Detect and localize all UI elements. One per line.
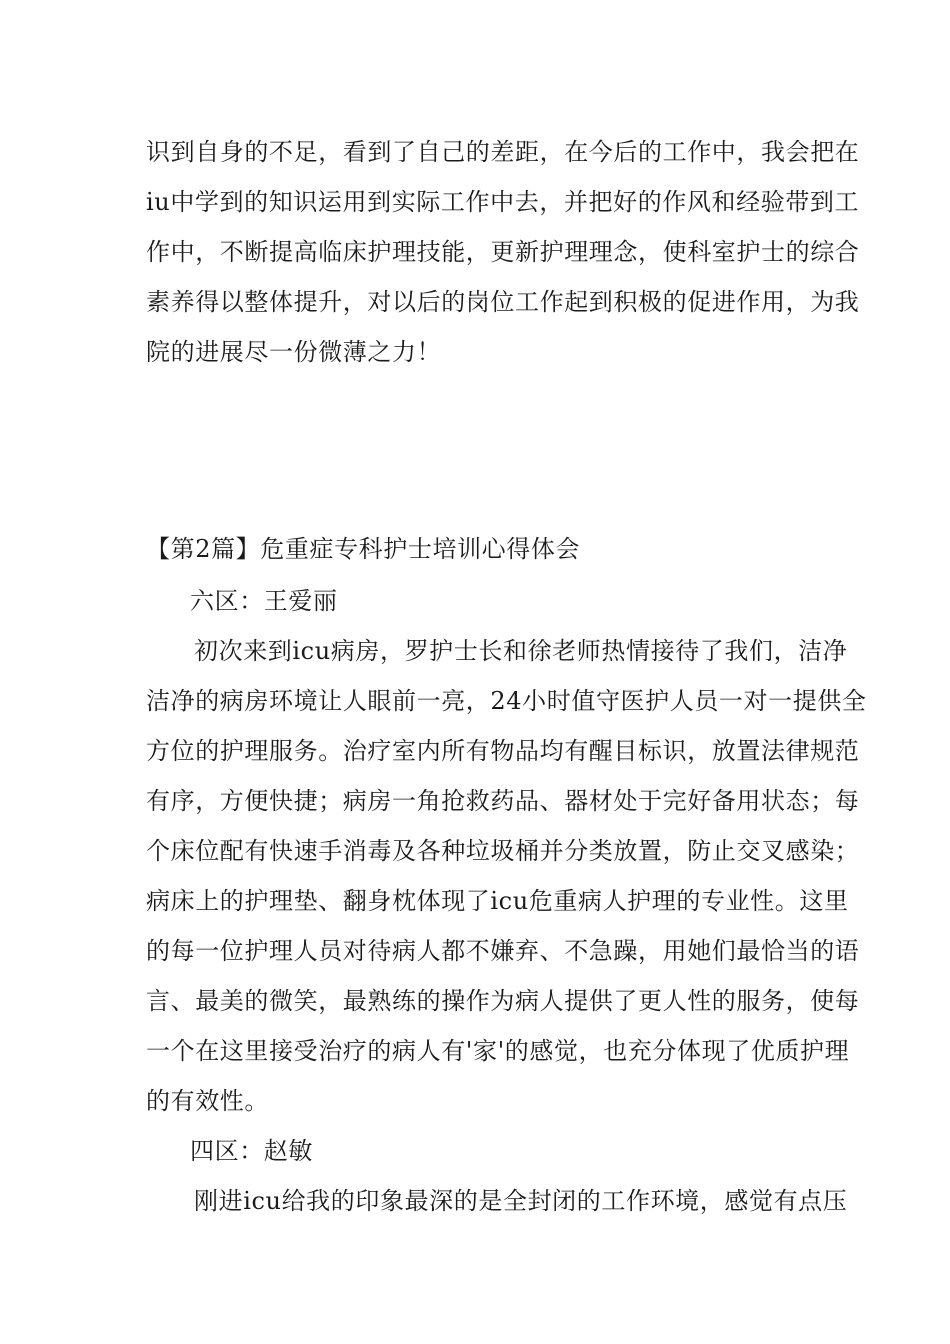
paragraph-line: 一个在这里接受治疗的病人有'家'的感觉，也充分体现了优质护理 <box>146 1037 850 1065</box>
section-title: 【第2篇】危重症专科护士培训心得体会 <box>146 535 581 563</box>
paragraph-line: 个床位配有快速手消毒及各种垃圾桶并分类放置，防止交叉感染； <box>146 837 860 865</box>
paragraph-line: 的每一位护理人员对待病人都不嫌弃、不急躁，用她们最恰当的语 <box>146 937 860 965</box>
paragraph-line: 言、最美的微笑，最熟练的操作为病人提供了更人性的服务，使每 <box>146 987 860 1015</box>
paragraph-line: 作中，不断提高临床护理技能，更新护理理念，使科室护士的综合 <box>146 238 860 266</box>
paragraph-line: 方位的护理服务。治疗室内所有物品均有醒目标识，放置法律规范 <box>146 737 860 765</box>
paragraph-line: 有序，方便快捷；病房一角抢救药品、器材处于完好备用状态；每 <box>146 787 860 815</box>
paragraph-line: 病床上的护理垫、翻身枕体现了icu危重病人护理的专业性。这里 <box>146 887 849 915</box>
paragraph-line: 素养得以整体提升，对以后的岗位工作起到积极的促进作用，为我 <box>146 288 860 316</box>
paragraph-line: 洁净的病房环境让人眼前一亮，24小时值守医护人员一对一提供全 <box>146 687 867 715</box>
paragraph-line: 院的进展尽一份微薄之力！ <box>146 338 442 366</box>
author-label: 六区：王爱丽 <box>190 587 338 615</box>
paragraph-line: 刚进icu给我的印象最深的是全封闭的工作环境，感觉有点压 <box>194 1187 848 1215</box>
paragraph-line: 识到自身的不足，看到了自己的差距，在今后的工作中，我会把在 <box>146 138 860 166</box>
paragraph-line: iu中学到的知识运用到实际工作中去，并把好的作风和经验带到工 <box>146 188 860 216</box>
paragraph-line: 的有效性。 <box>146 1087 269 1115</box>
paragraph-line: 初次来到icu病房，罗护士长和徐老师热情接待了我们，洁净 <box>194 637 848 665</box>
author-label: 四区：赵敏 <box>190 1137 313 1165</box>
